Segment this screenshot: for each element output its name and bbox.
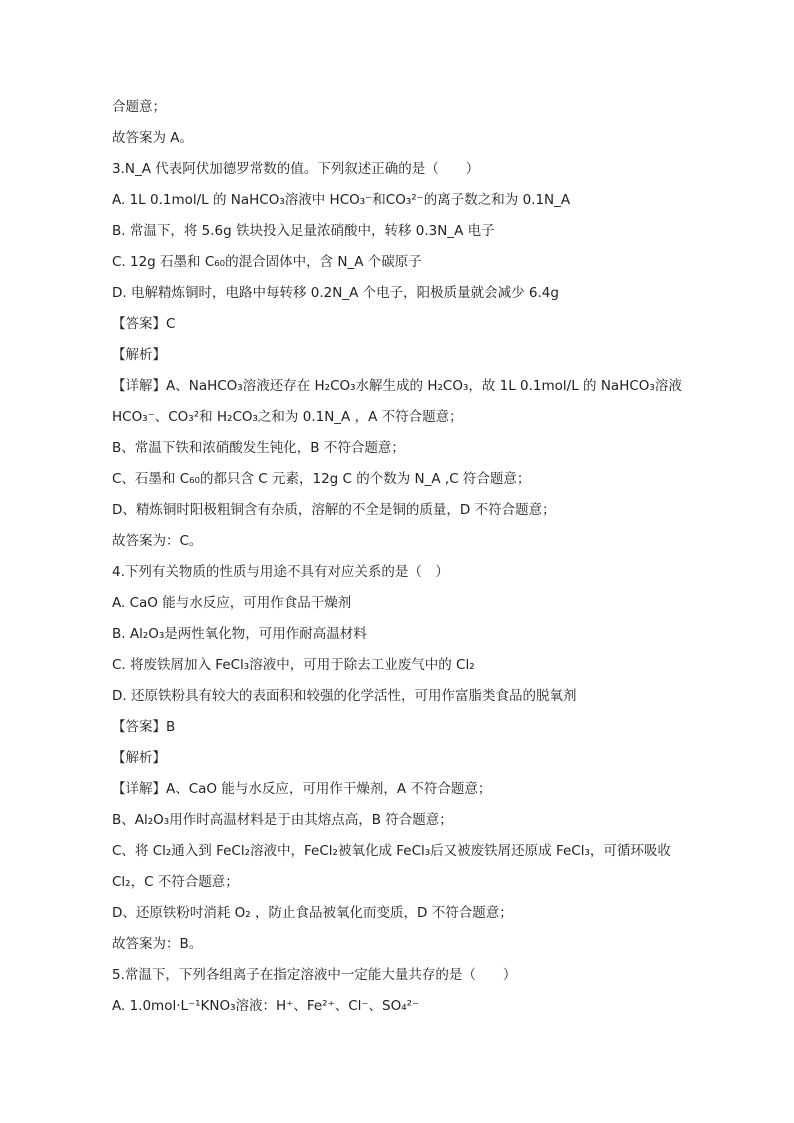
question-3-option-c: C. 12g 石墨和 C₆₀的混合固体中，含 N_A 个碳原子	[112, 254, 422, 270]
question-4-detail-a: 【详解】A、CaO 能与水反应，可用作干燥剂，A 不符合题意；	[112, 781, 492, 797]
question-4-option-d: D. 还原铁粉具有较大的表面积和较强的化学活性，可用作富脂类食品的脱氧剂	[112, 688, 577, 704]
question-3-stem: 3.N_A 代表阿伏加德罗常数的值。下列叙述正确的是（ ）	[112, 161, 480, 177]
text-line-2: 故答案为 A。	[112, 130, 194, 146]
question-3-option-b: B. 常温下，将 5.6g 铁块投入足量浓硝酸中，转移 0.3N_A 电子	[112, 223, 495, 239]
question-3-analysis-heading: 【解析】	[112, 347, 166, 363]
question-3-detail-c: C、石墨和 C₆₀的都只含 C 元素，12g C 的个数为 N_A ,C 符合题意；	[112, 471, 531, 487]
question-3-detail-a-2: HCO₃⁻、CO₃²和 H₂CO₃之和为 0.1N_A ，A 不符合题意；	[112, 409, 463, 425]
question-4-detail-b: B、Al₂O₃用作时高温材料是于由其熔点高，B 符合题意；	[112, 812, 453, 828]
question-4-stem: 4.下列有关物质的性质与用途不具有对应关系的是（ ）	[112, 564, 449, 580]
question-5-stem: 5.常温下，下列各组离子在指定溶液中一定能大量共存的是（ ）	[112, 967, 517, 983]
question-4-analysis-heading: 【解析】	[112, 750, 166, 766]
question-4-detail-c-1: C、将 Cl₂通入到 FeCl₂溶液中，FeCl₂被氧化成 FeCl₃后又被废铁屑还原成 FeCl₃，可循环吸收	[112, 843, 671, 859]
question-3-detail-a-1: 【详解】A、NaHCO₃溶液还存在 H₂CO₃水解生成的 H₂CO₃，故 1L 0.1mol/L 的 NaHCO₃溶液	[112, 378, 682, 394]
question-3-conclusion: 故答案为：C。	[112, 533, 203, 549]
question-4-option-a: A. CaO 能与水反应，可用作食品干燥剂	[112, 595, 352, 611]
question-3-detail-d: D、精炼铜时阳极粗铜含有杂质，溶解的不全是铜的质量，D 不符合题意；	[112, 502, 556, 518]
question-3-option-d: D. 电解精炼铜时，电路中每转移 0.2N_A 个电子，阳极质量就会减少 6.4g	[112, 285, 559, 301]
question-4-option-c: C. 将废铁屑加入 FeCl₃溶液中，可用于除去工业废气中的 Cl₂	[112, 657, 475, 673]
question-5-option-a: A. 1.0mol·L⁻¹KNO₃溶液：H⁺、Fe²⁺、Cl⁻、SO₄²⁻	[112, 998, 420, 1014]
question-4-conclusion: 故答案为：B。	[112, 936, 203, 952]
text-line-1: 合题意；	[112, 99, 166, 115]
question-3-detail-b: B、常温下铁和浓硝酸发生钝化，B 不符合题意；	[112, 440, 405, 456]
question-3-answer: 【答案】C	[112, 316, 176, 332]
question-3-option-a: A. 1L 0.1mol/L 的 NaHCO₃溶液中 HCO₃⁻和CO₃²⁻的离子数之和为 0.1N_A	[112, 192, 571, 208]
question-4-detail-c-2: Cl₂，C 不符合题意；	[112, 874, 239, 890]
question-4-detail-d: D、还原铁粉吋消耗 O₂ ，防止食品被氧化而变质，D 不符合题意；	[112, 905, 513, 921]
question-4-answer: 【答案】B	[112, 719, 176, 735]
question-4-option-b: B. Al₂O₃是两性氧化物，可用作耐高温材料	[112, 626, 367, 642]
